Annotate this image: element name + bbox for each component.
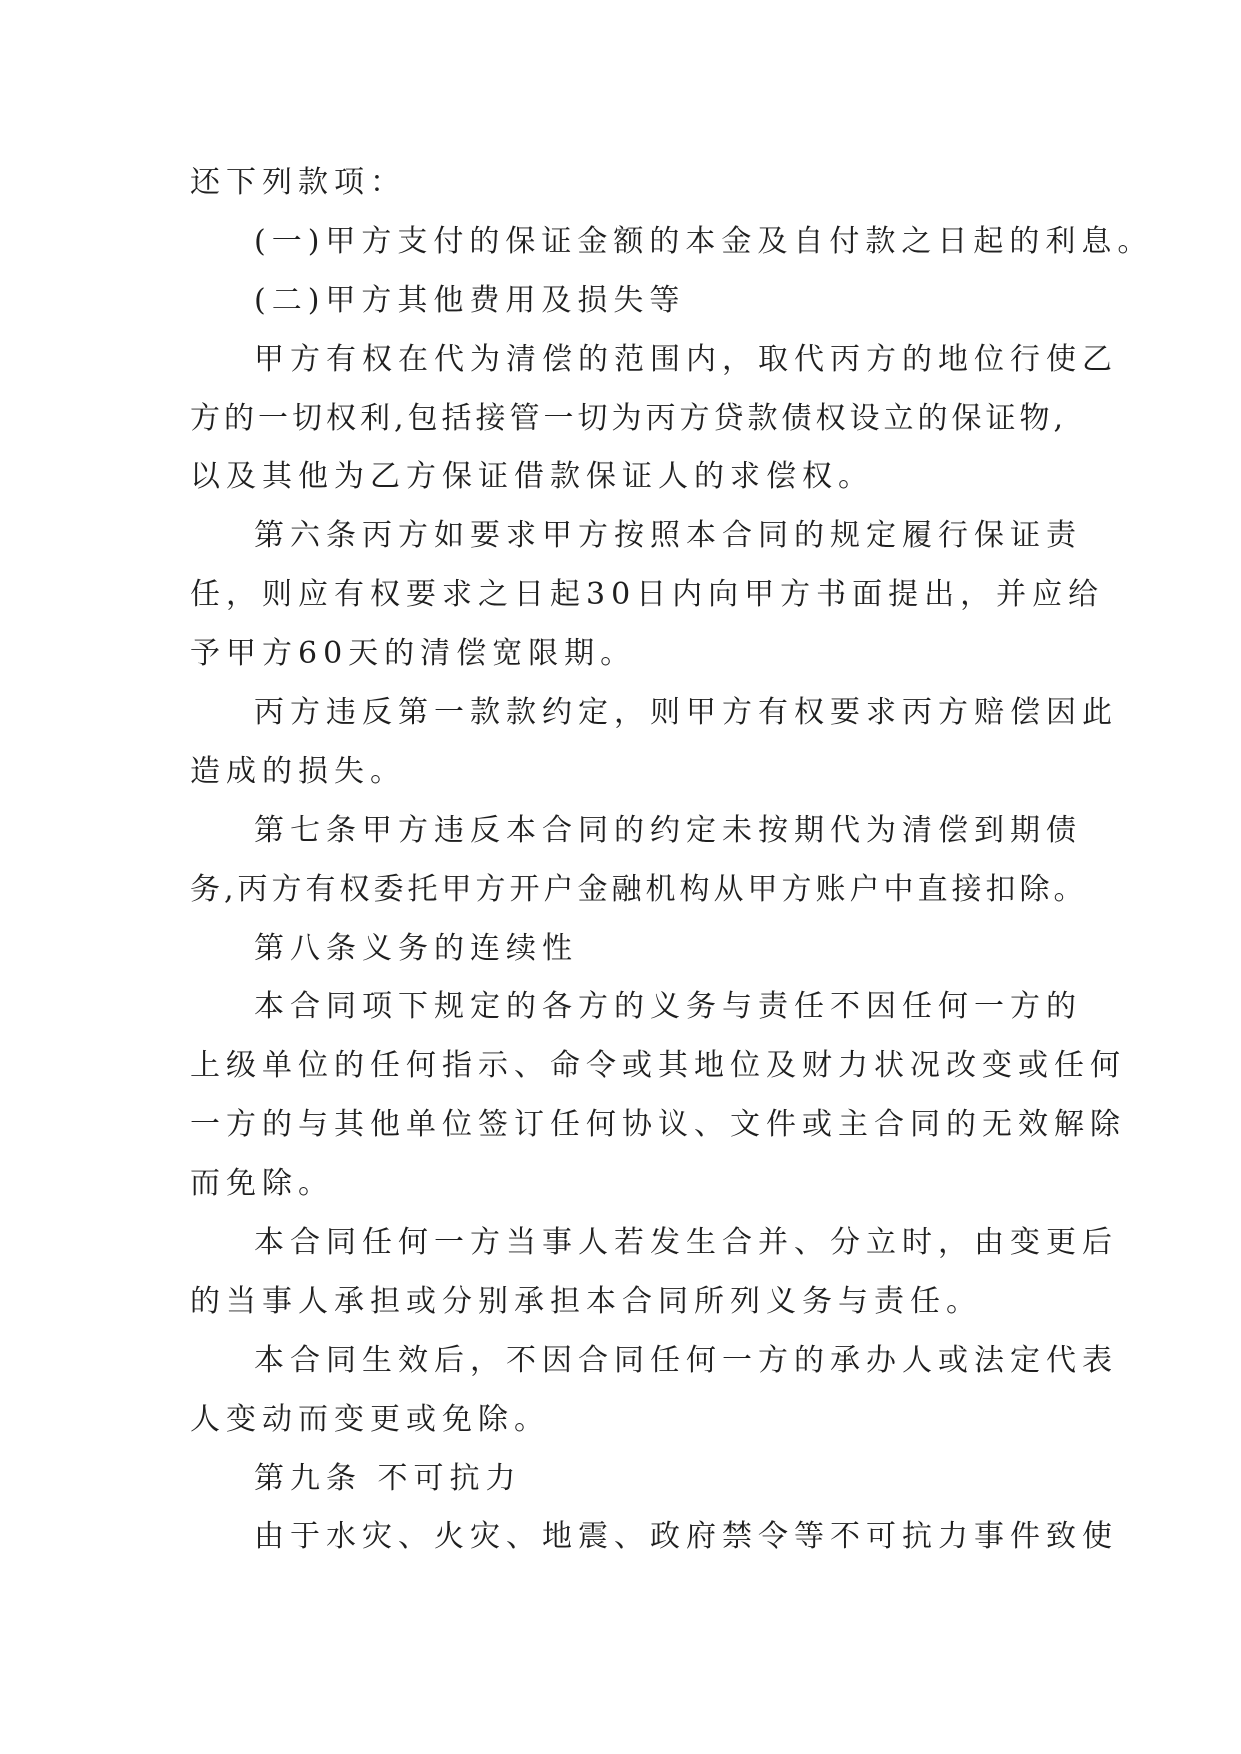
document-body — [190, 154, 1154, 1567]
article-six: 第六条丙方如要求甲方按照本合同的规定履行保证责 — [254, 518, 1082, 554]
text-line: 还下列款项： — [190, 165, 406, 200]
text-line: 人变动而变更或免除。 — [190, 1401, 550, 1437]
article-nine-heading: 第九条 不可抗力 — [254, 1460, 522, 1496]
paragraph-start: 丙方违反第一款款约定，则甲方有权要求丙方赔偿因此 — [254, 695, 1118, 731]
text-line: 务,丙方有权委托甲方开户金融机构从甲方账户中直接扣除。 — [190, 871, 1088, 907]
paragraph-start: 由于水灾、火灾、地震、政府禁令等不可抗力事件致使 — [254, 1519, 1118, 1555]
text-line: 的当事人承担或分别承担本合同所列义务与责任。 — [190, 1283, 982, 1319]
text-line: 造成的损失。 — [190, 753, 406, 789]
article-seven: 第七条甲方违反本合同的约定未按期代为清偿到期债 — [254, 812, 1082, 848]
paragraph-start: 本合同项下规定的各方的义务与责任不因任何一方的 — [254, 989, 1082, 1025]
paragraph-start: 本合同任何一方当事人若发生合并、分立时，由变更后 — [254, 1225, 1118, 1261]
article-eight-heading: 第八条义务的连续性 — [254, 930, 578, 966]
text-line: 方的一切权利,包括接管一切为丙方贷款债权设立的保证物, — [190, 400, 1068, 436]
text-line: 一方的与其他单位签订任何协议、文件或主合同的无效解除 — [190, 1107, 1126, 1143]
text-line: 任，则应有权要求之日起30日内向甲方书面提出，并应给 — [190, 577, 1105, 613]
text-line: 上级单位的任何指示、命令或其地位及财力状况改变或任何 — [190, 1048, 1126, 1084]
text-line: 以及其他为乙方保证借款保证人的求偿权。 — [190, 459, 874, 495]
clause-item: (一)甲方支付的保证金额的本金及自付款之日起的利息。 — [254, 223, 1154, 259]
paragraph-start: 本合同生效后，不因合同任何一方的承办人或法定代表 — [254, 1342, 1118, 1378]
text-line: 而免除。 — [190, 1166, 334, 1202]
text-line: 予甲方60天的清偿宽限期。 — [190, 636, 637, 672]
clause-item: (二)甲方其他费用及损失等 — [254, 282, 686, 318]
paragraph-start: 甲方有权在代为清偿的范围内，取代丙方的地位行使乙 — [254, 341, 1118, 377]
